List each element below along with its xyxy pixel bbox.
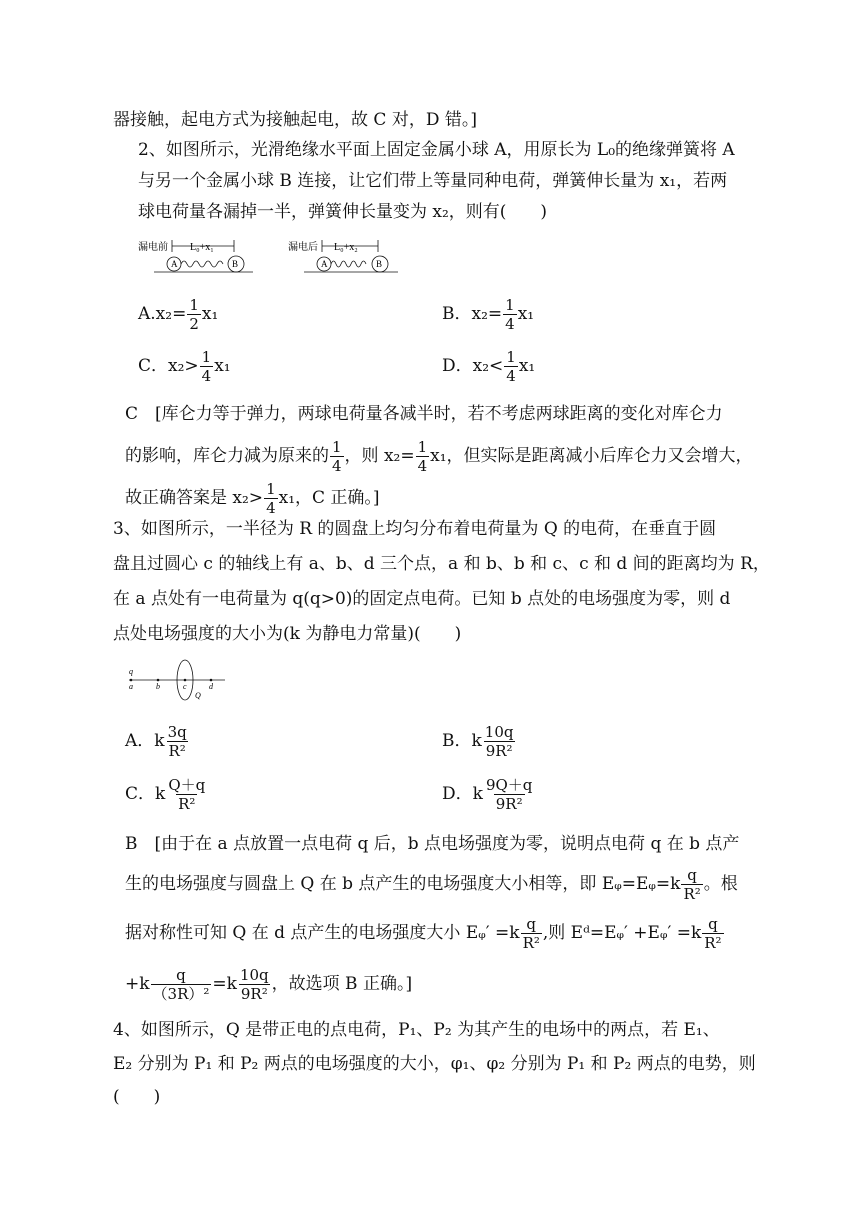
svg-text:B: B <box>376 259 383 269</box>
q4-stem-line-2: E₂ 分别为 P₁ 和 P₂ 两点的电场强度的大小，φ₁、φ₂ 分别为 P₁ 和 P₂ 两点的电势，则 <box>113 1054 756 1074</box>
svg-text:A: A <box>321 259 328 269</box>
svg-text:A: A <box>171 259 178 269</box>
q3-disk-figure <box>125 656 235 702</box>
fig-before-label: 漏电前 <box>138 242 168 253</box>
svg-text:B: B <box>232 259 239 269</box>
q3-stem-line-4: 点处电场强度的大小为(k 为静电力常量)( ) <box>113 624 462 644</box>
q4-stem-line-1: 4、如图所示，Q 是带正电的点电荷，P₁、P₂ 为其产生的电场中的两点，若 E₁、 <box>113 1020 720 1040</box>
q3-stem-line-2: 盘且过圆心 c 的轴线上有 a、b、d 三个点，a 和 b、b 和 c、c 和 d 间的距离均为 R， <box>113 554 770 574</box>
q2-option-c: C．x₂> $\frac{1}{4}$ x₁ <box>138 348 231 385</box>
q2-stem-line-2: 与另一个金属小球 B 连接，让它们带上等量同种电荷，弹簧伸长量为 x₁，若两 <box>138 171 728 191</box>
svg-text:a: a <box>129 682 133 691</box>
fig-after-label: 漏电后 <box>288 242 318 253</box>
q3-stem-line-1: 3、如图所示，一半径为 R 的圆盘上均匀分布着电荷量为 Q 的电荷，在垂直于圆 <box>113 519 717 539</box>
q2-stem-line-3: 球电荷量各漏掉一半，弹簧伸长量变为 x₂，则有( ) <box>138 202 548 222</box>
q3-answer-line-4: +k $\frac{q}{\text{（3R）²}}$ =k $\frac{10q}{\text{9R²}}$ ，故选项 B 正确。] <box>125 966 413 1003</box>
fig-after-length: L₀+x₂ <box>334 242 358 253</box>
q2-answer-line-2: 的影响，库仑力减为原来的 $\frac{1}{4}$ ，则 x₂= $\frac{1}{4}$ x₁，但实际是距离减小后库仑力又会增大， <box>125 438 753 475</box>
q2-answer-line-3: 故正确答案是 x₂> $\frac{1}{4}$ x₁，C 正确。] <box>125 480 380 517</box>
q3-option-a: A．k $\frac{3q}{\text{R²}}$ <box>125 723 187 760</box>
svg-text:c: c <box>183 682 187 691</box>
q2-option-b: B．x₂= $\frac{1}{4}$ x₁ <box>442 296 535 333</box>
q2-option-d: D．x₂< $\frac{1}{4}$ x₁ <box>442 348 536 385</box>
prev-answer-tail: 器接触，起电方式为接触起电，故 C 对，D 错。] <box>113 110 477 130</box>
q4-stem-line-3: ( ) <box>113 1087 161 1107</box>
fig-before-length: L₀+x₁ <box>190 242 214 253</box>
q2-spring-figure <box>138 236 408 278</box>
svg-text:q: q <box>129 667 133 676</box>
spring-before <box>181 261 223 267</box>
q2-stem-line-1: 2、如图所示，光滑绝缘水平面上固定金属小球 A，用原长为 L₀的绝缘弹簧将 A <box>138 140 735 160</box>
q3-answer-line-2: 生的电场强度与圆盘上 Q 在 b 点产生的电场强度大小相等，即 Eᵩ=Eᵩ=k $\frac{q}{\text{R²}}$ 。根 <box>125 866 738 903</box>
q3-answer-line-1: B [由于在 a 点放置一点电荷 q 后，b 点电场强度为零，说明点电荷 q 在 b 点产 <box>125 834 740 854</box>
q3-stem-line-3: 在 a 点处有一电荷量为 q(q>0)的固定点电荷。已知 b 点处的电场强度为零，则 d <box>113 589 731 609</box>
q2-option-a: A.x₂= $\frac{1}{2}$ x₁ <box>138 296 219 333</box>
spring-after <box>331 261 366 267</box>
svg-text:b: b <box>156 682 160 691</box>
svg-text:d: d <box>209 682 213 691</box>
svg-text:Q: Q <box>195 691 201 700</box>
q3-option-c: C．k $\frac{Q+q}{\text{R²}}$ <box>125 776 206 813</box>
q3-option-d: D．k $\frac{9Q+q}{\text{9R²}}$ <box>442 776 533 813</box>
q3-option-b: B．k $\frac{10q}{\text{9R²}}$ <box>442 723 514 760</box>
q3-answer-line-3: 据对称性可知 Q 在 d 点产生的电场强度大小 Eᵩ′ =k $\frac{q}{\text{R²}}$ ,则 Eᵈ=Eᵩ′ +Eᵩ′ =k $\frac{q}{\text{R²}}$ <box>125 915 722 952</box>
q2-answer-line-1: C [库仑力等于弹力，两球电荷量各减半时，若不考虑两球距离的变化对库仑力 <box>125 404 723 424</box>
